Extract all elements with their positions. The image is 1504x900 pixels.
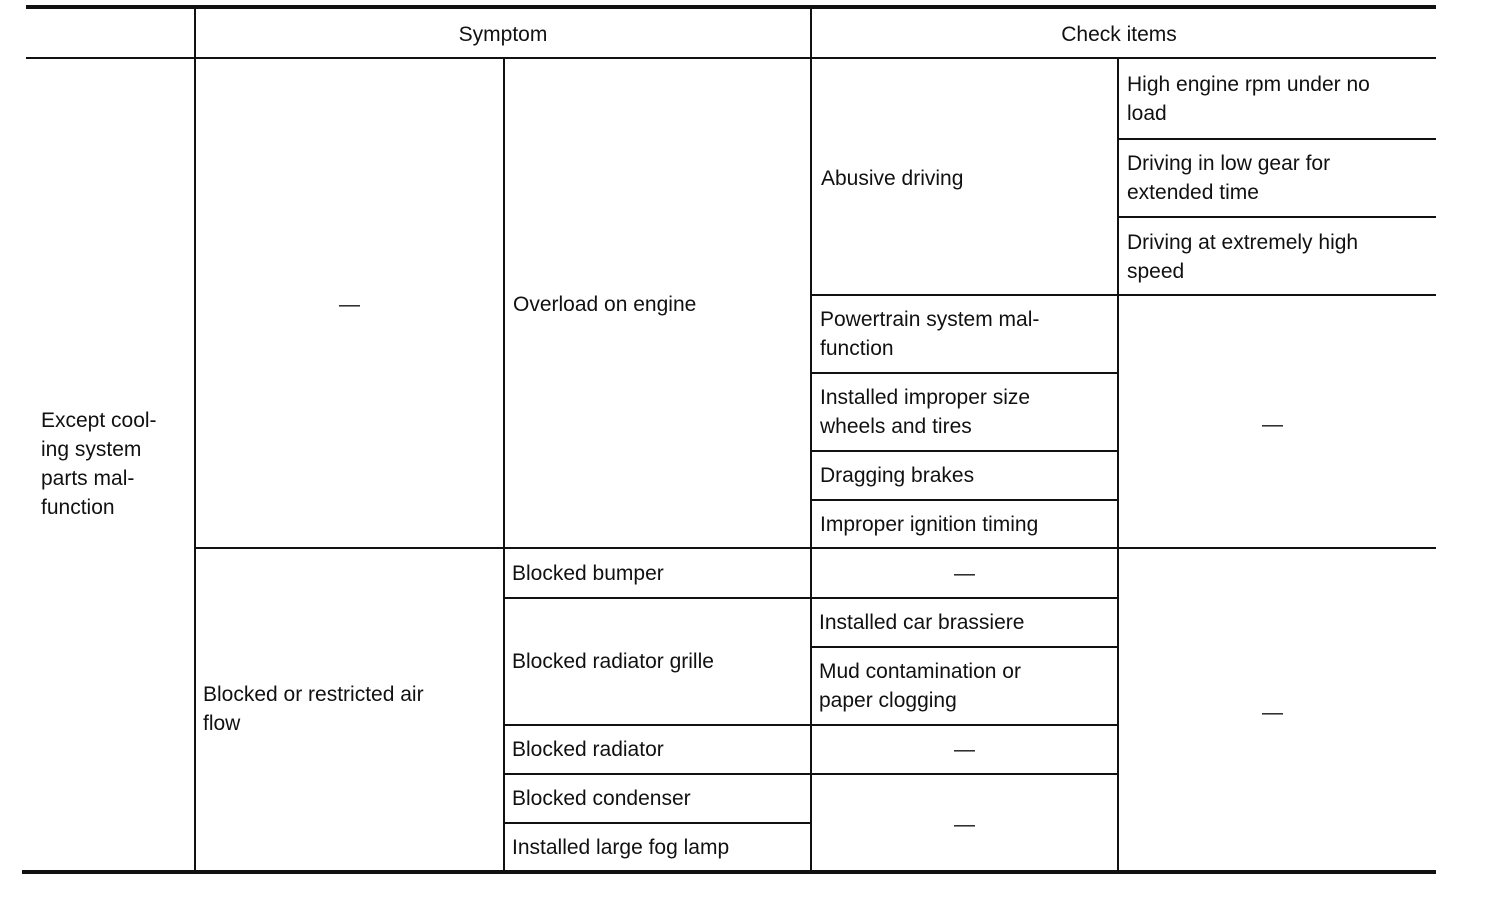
- header-symptom: Symptom: [458, 23, 548, 46]
- check-ignition-timing: Improper ignition timing: [820, 513, 1039, 536]
- section-rule: [195, 547, 1436, 549]
- sub-check-low-gear: Driving in low gear for extended time: [1127, 152, 1331, 204]
- dash-cell: —: [954, 813, 975, 836]
- bottom-rule: [22, 870, 1436, 874]
- row-rule: [811, 646, 1118, 648]
- sub-check-high-rpm: High engine rpm under no load: [1127, 73, 1370, 125]
- column-rule: [1117, 57, 1119, 874]
- check-dragging-brakes: Dragging brakes: [820, 464, 975, 487]
- column-rule: [503, 57, 505, 874]
- dash-cell: —: [1262, 701, 1283, 724]
- dash-cell: —: [954, 738, 975, 761]
- row-rule: [811, 499, 1118, 501]
- category-label: [41, 406, 157, 522]
- row-rule: [1118, 216, 1436, 218]
- symptom-blocked-bumper: Blocked bumper: [512, 562, 664, 585]
- check-wheels-tires: Installed improper size wheels and tires: [820, 386, 1031, 438]
- symptom-blocked-radiator: Blocked radiator: [512, 738, 664, 761]
- check-mud-contamination: Mud contamination or paper clogging: [819, 660, 1021, 712]
- header-check-items: Check items: [1061, 23, 1177, 46]
- category-line: Except cool-: [41, 409, 157, 432]
- symptom-fog-lamp: Installed large fog lamp: [512, 836, 730, 859]
- check-abusive-driving: Abusive driving: [821, 167, 964, 190]
- dash-cell: —: [1262, 413, 1283, 436]
- category-line: function: [41, 496, 115, 519]
- header-rule: [26, 57, 1436, 59]
- row-rule: [811, 294, 1436, 296]
- symptom-blocked-condenser: Blocked condenser: [512, 787, 691, 810]
- row-rule: [811, 372, 1118, 374]
- check-powertrain: Powertrain system mal- function: [820, 308, 1040, 360]
- column-rule: [194, 5, 196, 874]
- category-line: parts mal-: [41, 467, 135, 490]
- top-rule: [26, 5, 1436, 9]
- row-rule: [811, 450, 1118, 452]
- check-car-brassiere: Installed car brassiere: [819, 611, 1025, 634]
- row-rule: [1118, 138, 1436, 140]
- symptom-radiator-grille: Blocked radiator grille: [512, 650, 714, 673]
- sub-check-high-speed: Driving at extremely high speed: [1127, 231, 1359, 283]
- symptom-airflow: Blocked or restricted air flow: [203, 683, 424, 735]
- dash-cell: —: [954, 562, 975, 585]
- symptom-overload: Overload on engine: [513, 293, 697, 316]
- category-line: ing system: [41, 438, 142, 461]
- row-rule: [503, 822, 810, 824]
- dash-cell: —: [339, 293, 360, 316]
